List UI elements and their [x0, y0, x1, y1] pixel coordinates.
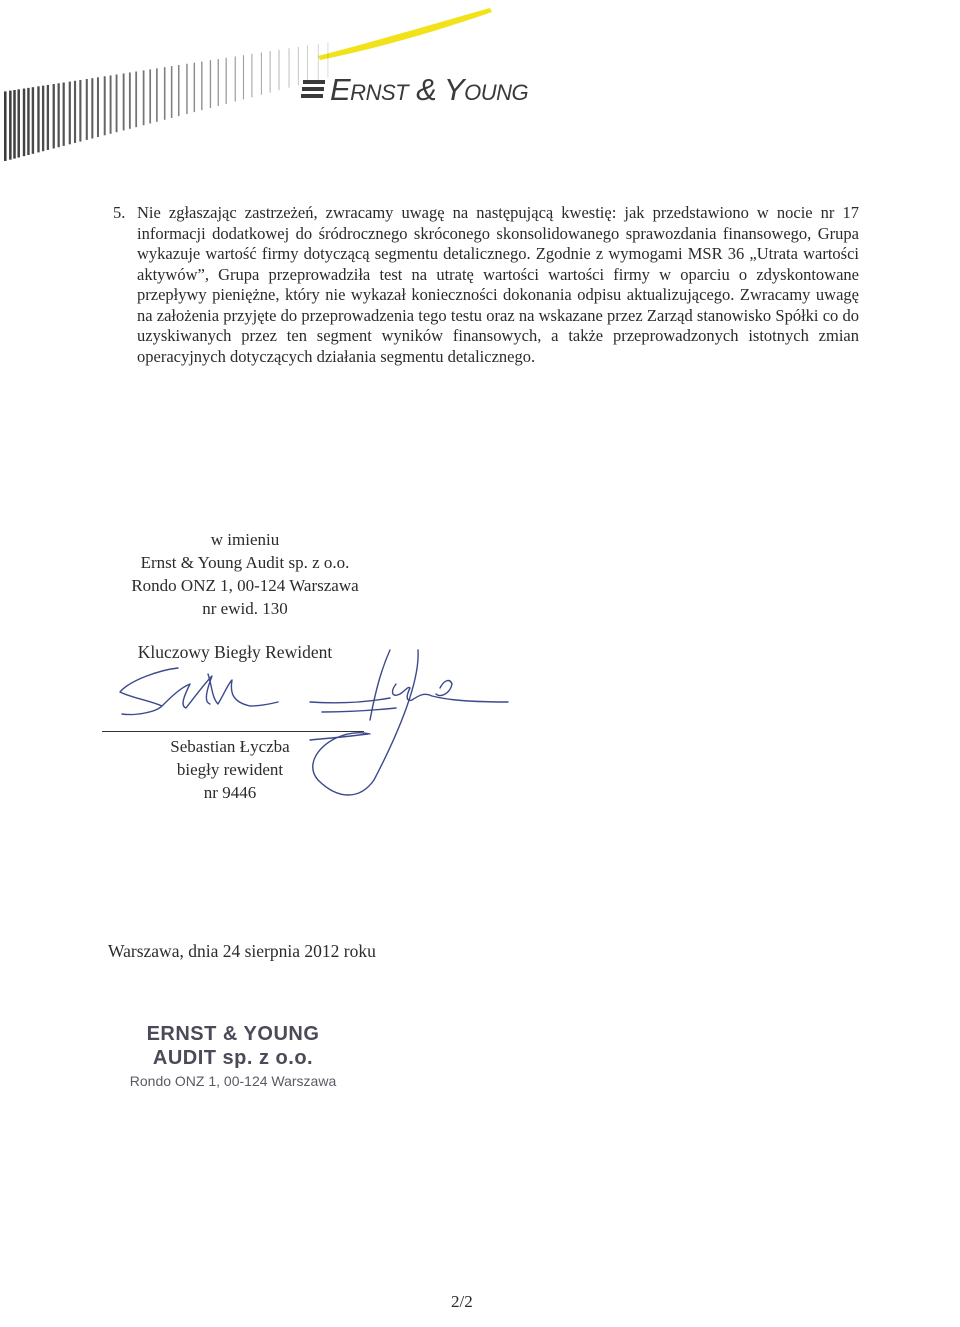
stamp-line-2: AUDIT sp. z o.o.	[152, 1047, 314, 1069]
barcode-stripe	[42, 86, 44, 152]
barcode-stripe	[186, 64, 187, 114]
barcode-stripe	[194, 63, 195, 112]
barcode-stripe	[210, 60, 211, 108]
barcode-stripe	[69, 82, 71, 145]
barcode-stripe	[261, 52, 262, 94]
firm-address: Rondo ONZ 1, 00-124 Warszawa	[131, 576, 359, 595]
firm-registration-number: nr ewid. 130	[202, 599, 288, 618]
page-number: 2/2	[451, 1292, 473, 1311]
auditor-title: Kluczowy Biegły Rewident	[137, 642, 333, 662]
ey-logo-icon	[299, 78, 327, 102]
signer-block	[130, 735, 330, 804]
barcode-stripe	[23, 89, 25, 157]
barcode-stripe	[143, 70, 145, 125]
barcode-stripe	[58, 83, 60, 147]
barcode-stripe	[201, 62, 202, 111]
paragraph-number: 5.	[113, 203, 126, 222]
barcode-stripe	[289, 48, 290, 87]
barcode-stripe	[97, 77, 99, 137]
on-behalf-block	[100, 528, 390, 620]
barcode-stripe	[156, 68, 158, 121]
barcode-stripe	[74, 81, 76, 143]
barcode-stripe	[243, 55, 244, 99]
barcode-stripe	[53, 84, 55, 148]
letterhead	[0, 0, 960, 170]
barcode-stripe	[226, 58, 227, 104]
barcode-stripe	[164, 67, 166, 120]
barcode-stripe	[116, 74, 118, 132]
barcode-stripe	[135, 72, 137, 128]
barcode-stripe	[9, 91, 12, 160]
barcode-stripe	[104, 76, 106, 135]
signature-line	[102, 731, 364, 732]
barcode-stripe	[218, 59, 219, 106]
barcode-stripe	[129, 72, 131, 128]
barcode-stripe	[110, 75, 112, 133]
barcode-stripe	[235, 56, 236, 101]
stamp-line-3: Rondo ONZ 1, 00-124 Warszawa	[129, 1073, 337, 1089]
barcode-stripe	[86, 79, 88, 140]
barcode-stripe	[32, 87, 34, 154]
barcode-stripe	[4, 91, 7, 161]
company-logo-text: Ernst & Young	[330, 72, 529, 107]
barcode-stripe	[79, 80, 81, 142]
barcode-stripe	[63, 83, 65, 146]
barcode-stripe	[91, 78, 93, 138]
barcode-stripe	[251, 54, 252, 97]
signer-number: nr 9446	[203, 783, 257, 802]
barcode-stripe	[328, 42, 329, 77]
place-and-date: Warszawa, dnia 24 sierpnia 2012 roku	[108, 941, 376, 961]
company-stamp	[118, 1022, 348, 1092]
barcode-stripe	[318, 44, 319, 80]
barcode-stripe	[123, 73, 125, 130]
barcode-stripe	[27, 88, 29, 155]
barcode-stripe	[178, 65, 180, 116]
logo-swoosh-graphic	[318, 8, 492, 60]
barcode-stripe	[17, 89, 19, 157]
barcode-stripe	[270, 51, 271, 92]
stamp-line-1: ERNST & YOUNG	[146, 1023, 320, 1045]
barcode-stripe	[13, 90, 16, 159]
paragraph-text: Nie zgłaszając zastrzeżeń, zwracamy uwagę na następującą kwestię: jak przedstawiono w nocie nr 17 informacji dodatkowej do śródrocznego skróconego skonsolidowanego sprawozdania finansowego, Grupa wykazuje wartość firmy dotyczącą segmentu detalicznego. Zgodnie z wymogami MSR 36 „Utrata wartości aktywów”, Grupa przeprowadziła test na utratę wartości wartości firmy w oparciu o zdyskontowane przepływy pieniężne, który nie wykazał konieczności dokonania odpisu aktualizującego. Zwracamy uwagę na założenia przyjęte do przeprowadzenia tego testu oraz na wskazane przez Zarząd stanowisko Spółki co do uzyskiwanych przez ten segment wyników finansowych, a także przeprowadzonych istotnych zmian operacyjnych dotyczących działania segmentu detalicznego.	[137, 203, 859, 366]
signer-role: biegły rewident	[176, 760, 284, 779]
barcode-stripe	[37, 86, 39, 152]
paragraph-5	[113, 203, 859, 367]
barcode-stripe	[149, 69, 151, 123]
barcode-stripe	[171, 66, 173, 118]
on-behalf-label: w imieniu	[210, 530, 280, 549]
firm-name: Ernst & Young Audit sp. z o.o.	[140, 553, 350, 572]
barcode-stripe	[279, 50, 280, 90]
signer-name: Sebastian Łyczba	[170, 737, 290, 756]
barcode-stripe	[47, 85, 49, 150]
